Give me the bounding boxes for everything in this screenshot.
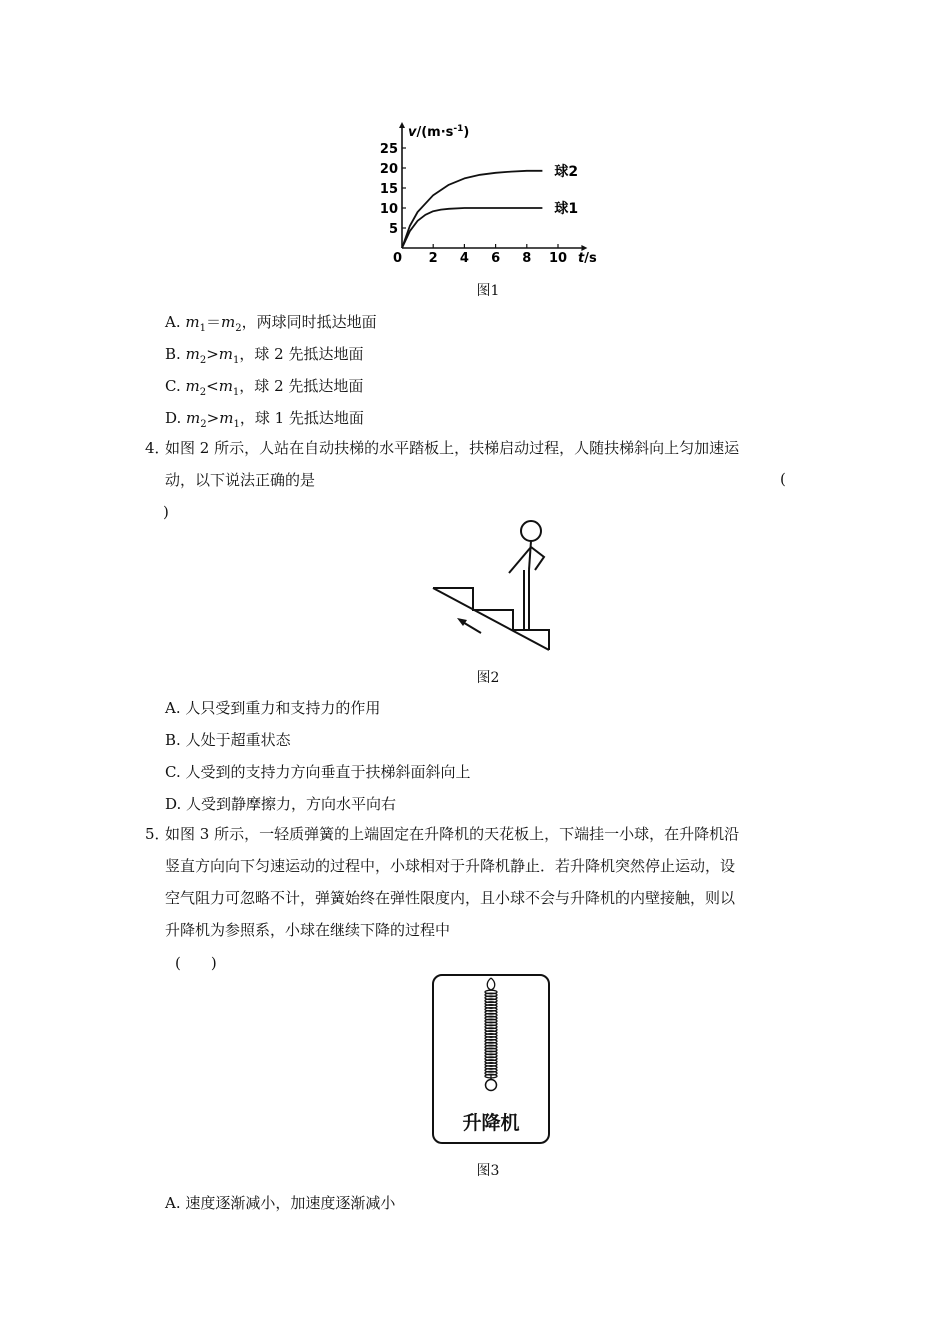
y-tick-label: 5 [388, 222, 398, 237]
question-text-line: 如图 3 所示，一轻质弹簧的上端固定在升降机的天花板上，下端挂一小球，在升降机沿 [165, 825, 740, 843]
spring-with-ball [434, 976, 548, 1106]
answer-option [165, 1192, 395, 1213]
option-text: 人受到静摩擦力，方向水平向右 [186, 795, 397, 813]
person-left-arm [509, 547, 531, 573]
y-tick-label: 10 [380, 202, 398, 217]
person-body [529, 541, 531, 570]
series-line-ball2 [402, 171, 542, 248]
mass-var: m [185, 377, 200, 395]
option-letter: A. [165, 1194, 181, 1212]
option-text: ，球 2 先抵达地面 [239, 377, 364, 395]
answer-option [165, 311, 377, 334]
option-letter: B. [165, 731, 181, 749]
person-head [521, 521, 541, 541]
option-text: 人处于超重状态 [185, 731, 291, 749]
question-text-line: 动，以下说法正确的是 [165, 471, 316, 489]
escalator-slope [433, 588, 549, 650]
answer-option [165, 697, 380, 718]
y-axis-arrow-icon [399, 122, 405, 128]
x-tick-label: 8 [522, 251, 532, 266]
question-text-line: 升降机为参照系，小球在继续下降的过程中 [165, 921, 451, 939]
answer-option [165, 793, 396, 814]
figure2-caption: 图2 [476, 670, 500, 686]
mass-subscript: 1 [199, 323, 206, 334]
option-letter: C. [165, 763, 181, 781]
comparison-op: > [206, 345, 219, 363]
answer-paren-open: ( [780, 470, 786, 488]
mass-subscript: 2 [199, 355, 207, 366]
spring-hook [487, 978, 495, 990]
question-4 [145, 432, 815, 496]
option-letter: A. [165, 699, 181, 717]
option-text: 速度逐渐减小，加速度逐渐减小 [185, 1194, 396, 1212]
mass-subscript: 1 [232, 387, 240, 398]
y-axis-label: $v/(m\cdot s^{-1})$ [408, 124, 470, 140]
mass-var: m [185, 313, 200, 331]
mass-var: m [219, 409, 234, 427]
option-text: ，两球同时抵达地面 [241, 313, 377, 331]
option-letter: D. [165, 409, 182, 427]
mass-subscript: 1 [233, 355, 240, 366]
person-right-arm [531, 547, 544, 570]
question-text-line: 空气阻力可忽略不计，弹簧始终在弹性限度内，且小球不会与升降机的内壁接触，则以 [165, 889, 736, 907]
x-tick-label: 10 [548, 251, 568, 266]
answer-option [165, 761, 471, 782]
answer-option [165, 343, 363, 366]
x-tick-label: 6 [491, 251, 501, 266]
y-tick-label: 25 [380, 142, 398, 157]
x-tick-label: 4 [459, 251, 469, 266]
comparison-op: < [206, 377, 219, 395]
series-label: 球2 [554, 163, 579, 180]
mass-var: m [218, 377, 233, 395]
question-5 [145, 818, 815, 946]
mass-subscript: 1 [233, 419, 240, 430]
mass-var: m [221, 313, 236, 331]
option-letter: D. [165, 795, 182, 813]
answer-paren-close: ) [163, 503, 169, 521]
mass-var: m [186, 409, 201, 427]
y-tick-label: 20 [380, 162, 398, 177]
comparison-op: > [206, 409, 220, 427]
option-text: 人受到的支持力方向垂直于扶梯斜面斜向上 [185, 763, 471, 781]
figure1-caption: 图1 [476, 283, 500, 299]
comparison-op: ＝ [206, 313, 222, 331]
option-letter: B. [165, 345, 181, 363]
ball-icon [486, 1080, 497, 1091]
answer-paren: ( ) [175, 954, 217, 972]
y-tick-label: 15 [380, 182, 398, 197]
series-line-ball1 [402, 208, 542, 248]
answer-option [165, 729, 291, 750]
figure3-caption: 图3 [476, 1163, 500, 1179]
option-text: 人只受到重力和支持力的作用 [185, 699, 381, 717]
mass-subscript: 2 [199, 387, 207, 398]
elevator-figure [432, 974, 550, 1144]
option-text: ，球 2 先抵达地面 [239, 345, 364, 363]
series-label: 球1 [554, 201, 579, 217]
elevator-label: 升降机 [462, 1112, 520, 1134]
answer-option [165, 407, 364, 430]
x-tick-label: 2 [428, 251, 438, 266]
question-text-line: 如图 2 所示，人站在自动扶梯的水平踏板上，扶梯启动过程，人随扶梯斜向上匀加速运 [165, 439, 740, 457]
question-text-line: 竖直方向向下匀速运动的过程中，小球相对于升降机静止．若升降机突然停止运动，设 [165, 857, 736, 875]
mass-subscript: 2 [200, 419, 207, 430]
escalator-figure [425, 515, 560, 655]
mass-subscript: 2 [235, 323, 242, 334]
answer-option [165, 375, 363, 398]
origin-label: 0 [393, 251, 403, 266]
question-number: 4． [145, 439, 170, 457]
option-letter: C. [165, 377, 181, 395]
question-number: 5． [145, 825, 170, 843]
option-text: ，球 1 先抵达地面 [239, 409, 364, 427]
velocity-time-chart [380, 118, 620, 273]
mass-var: m [185, 345, 200, 363]
option-letter: A. [165, 313, 181, 331]
mass-var: m [218, 345, 233, 363]
x-axis-label: t/s [578, 251, 597, 266]
